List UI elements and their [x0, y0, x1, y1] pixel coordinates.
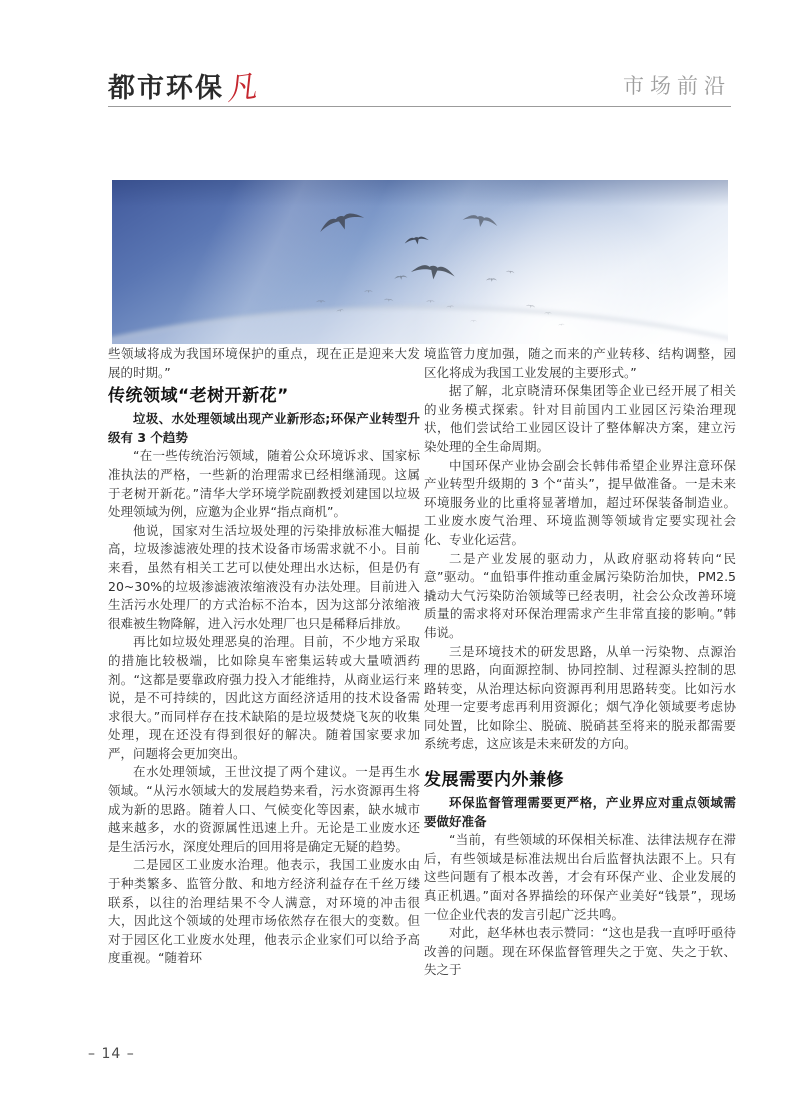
paragraph: 在水处理领域，王世汶提了两个建议。一是再生水领域。“从污水领域大的发展趋势来看，污水资源再生将成为新的思路。随着人口、气候变化等因素，缺水城市越来越多，水的资源属性迅速上升。无论是工业废水还是生活污水，深度处理后的回用将是确定无疑的趋势。	[108, 764, 420, 854]
paragraph: 些领域将成为我国环境保护的重点，现在正是迎来大发展的时期。”	[108, 346, 420, 380]
hero-sky-eagles-photo	[112, 180, 728, 344]
paragraph: “在一些传统治污领域，随着公众环境诉求、国家标准执法的严格，一些新的治理需求已经相继涌现。这属于老树开新花。”清华大学环境学院副教授刘建国以垃圾处理领域为例，应邀为企业界“指点商机”。	[108, 448, 420, 520]
small-bird-icon	[384, 298, 394, 302]
section-heading: 传统领域“老树开新花”	[108, 386, 289, 407]
paragraph: 对此，赵华林也表示赞同：“这也是我一直呼吁亟待改善的问题。现在环保监督管理失之于宽、失之于软、失之于	[424, 925, 736, 978]
magazine-logo-text: 都市环保	[108, 73, 224, 104]
eagle-icon	[404, 235, 429, 246]
magazine-logo	[108, 69, 259, 108]
section-subheading: 环保监督管理需要更严格，产业界应对重点领域需要做好准备	[424, 795, 736, 829]
paragraph: 三是环境技术的研发思路，从单一污染物、点源治理的思路，向面源控制、协同控制、过程源头控制的思路转变，从治理达标向资源再利用思路转变。比如污水处理一定要考虑再利用资源化；烟气净化领域要考虑协同处置，比如除尘、脱硫、脱硝甚至将来的脱汞都需要系统考虑，这应该是未来研发的方向。	[424, 643, 736, 752]
paragraph: 二是园区工业废水治理。他表示，我国工业废水由于种类繁多、监管分散、和地方经济利益存在千丝万缕联系，以往的治理结果不令人满意，对环境的冲击很大，因此这个领域的处理市场依然存在很大的变数。但对于园区化工业废水处理，他表示企业家们可以给予高度重视。“随着环	[108, 857, 420, 966]
small-bird-icon	[316, 300, 326, 303]
small-bird-icon	[470, 320, 477, 322]
paragraph: 再比如垃圾处理恶臭的治理。目前，不少地方采取的措施比较极端，比如除臭车密集运转或大量喷洒药剂。“这都是要靠政府强力投入才能维持，从商业运行来说，是不可持续的，因此这方面经济适用的技术设备需求很大。”而同样存在技术缺陷的是垃圾焚烧飞灰的收集处理，现在还没有得到很好的解决。随着国家要求加严，问题将会更加突出。	[108, 634, 420, 761]
left-text-column	[108, 345, 420, 968]
eagle-icon	[317, 209, 365, 237]
page-header	[108, 62, 731, 107]
small-bird-icon	[426, 300, 435, 303]
eagle-icon	[462, 213, 499, 230]
paragraph: 据了解，北京晓清环保集团等企业已经开展了相关的业务模式探索。针对目前国内工业园区污染治理现状，他们尝试给工业园区设计了整体解决方案，建立污染处理的全生命周期。	[424, 383, 736, 454]
small-bird-icon	[486, 278, 497, 281]
flying-birds-illustration	[112, 180, 728, 344]
small-bird-icon	[558, 324, 565, 327]
page-number: – 14 –	[88, 1046, 135, 1062]
eagle-icon	[410, 263, 455, 281]
small-bird-icon	[364, 290, 373, 293]
small-bird-icon	[446, 305, 454, 309]
paragraph: “当前，有些领域的环保相关标准、法律法规存在滞后，有些领域是标准法规出台后监督执法跟不上。只有这些问题有了根本改善，才会有环保产业、企业发展的真正机遇。”面对各界描绘的环保产业美好“钱景”，现场一位企业代表的发言引起广泛共鸣。	[424, 832, 736, 922]
small-bird-icon	[506, 270, 515, 274]
small-bird-icon	[394, 275, 408, 280]
section-subheading: 垃圾、水处理领域出现产业新形态;环保产业转型升级有 3 个趋势	[108, 411, 420, 445]
paragraph: 境监管力度加强，随之而来的产业转移、结构调整，园区化将成为我国工业发展的主要形式。”	[424, 346, 736, 380]
paragraph: 中国环保产业协会副会长韩伟希望企业界注意环保产业转型升级期的 3 个“苗头”，提早做准备。一是未来环境服务业的比重将显著增加，超过环保装备制造业。工业废水废气治理、环境监测等领域肯定要实现社会化、专业化运营。	[424, 457, 736, 547]
small-bird-icon	[544, 312, 552, 314]
paragraph: 他说，国家对生活垃圾处理的污染排放标准大幅提高，垃圾渗滤液处理的技术设备市场需求就不小。目前来看，虽然有相关工艺可以使处理出水达标，但是仍有20~30%的垃圾渗滤液浓缩液没有办法处理。目前进入生活污水处理厂的方式治标不治本，因为这部分浓缩液很难被生物降解，进入污水处理厂也只是稀释后排放。	[108, 522, 420, 631]
paragraph: 二是产业发展的驱动力，从政府驱动将转向“民意”驱动。“血铅事件推动重金属污染防治加快，PM2.5 撬动大气污染防治领域等已经表明，社会公众改善环境质量的需求将对环保治理需求产生非常直接的影响。”韩伟说。	[424, 550, 736, 640]
section-label: 市场前沿	[623, 74, 731, 98]
small-bird-icon	[526, 304, 536, 308]
section-heading: 发展需要内外兼修	[424, 770, 564, 791]
magazine-logo-seal-icon: 凡	[223, 69, 259, 108]
small-bird-icon	[336, 309, 344, 313]
right-text-column	[424, 345, 736, 980]
